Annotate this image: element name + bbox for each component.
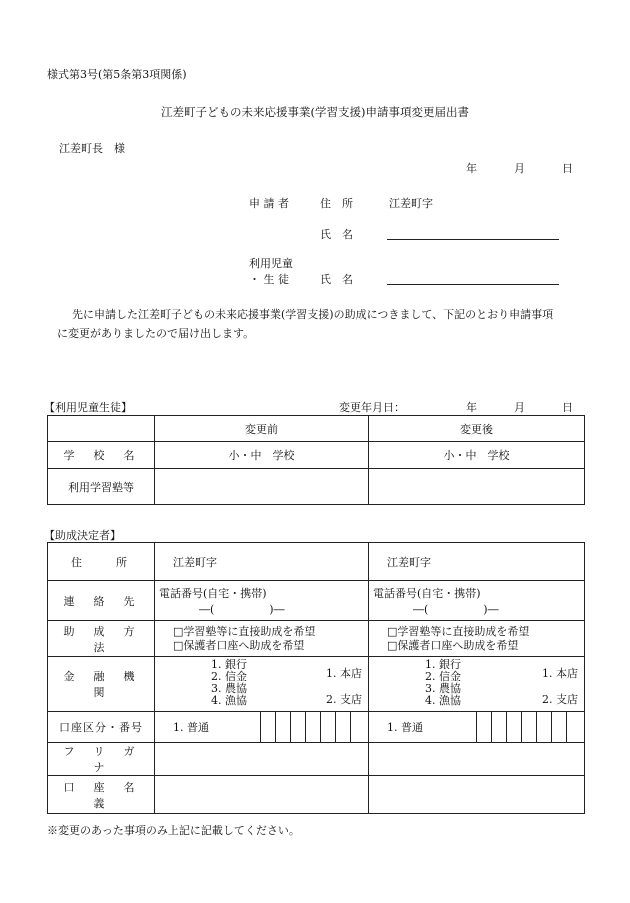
furigana-after-field[interactable] xyxy=(369,743,585,776)
change-date-month: 月 xyxy=(514,401,525,414)
branch-option-1[interactable]: 1. 本店 xyxy=(326,667,362,680)
bank-label: 金 融 機 関 xyxy=(48,657,155,712)
bank-option-3[interactable]: 3. 農協 xyxy=(425,682,461,695)
furigana-label: フ リ ガ ナ xyxy=(48,743,155,776)
body-text-line1: 先に申請した江差町子どもの未来応援事業(学習支援)の助成につきまして、下記のとおり申請事項 xyxy=(72,308,554,321)
col-after-header: 変更後 xyxy=(369,416,585,442)
body-text-line2: に変更がありましたので届け出します。 xyxy=(57,327,255,340)
method-option1-after[interactable]: □学習塾等に直接助成を希望 xyxy=(387,624,530,638)
bank-option-1[interactable]: 1. 銀行 xyxy=(211,658,247,671)
method-after[interactable] xyxy=(369,621,585,657)
cram-before-field[interactable] xyxy=(155,469,369,505)
branch-option-2[interactable]: 2. 支店 xyxy=(326,693,362,706)
child-name-field[interactable] xyxy=(387,284,559,285)
phone-format-before: ―( )― xyxy=(199,602,285,616)
date-day: 日 xyxy=(562,162,573,175)
method-option2-before[interactable]: □保護者口座へ助成を希望 xyxy=(173,638,305,652)
method-label: 助 成 方 法 xyxy=(48,621,155,657)
change-date-label: 変更年月日： xyxy=(339,401,405,414)
address-after[interactable]: 江差町字 xyxy=(369,543,585,581)
cram-label: 利用学習塾等 xyxy=(48,469,155,505)
address-label: 住 所 xyxy=(48,543,155,581)
student-change-table xyxy=(47,415,585,505)
method-before[interactable] xyxy=(155,621,369,657)
account-after[interactable] xyxy=(369,712,585,743)
col-before-header: 変更前 xyxy=(155,416,369,442)
school-after[interactable]: 小・中 学校 xyxy=(369,442,585,469)
phone-label-before: 電話番号(自宅・携帯) xyxy=(159,586,267,600)
contact-after[interactable] xyxy=(369,581,585,621)
date-year: 年 xyxy=(466,162,477,175)
child-name-label: 氏 名 xyxy=(320,273,353,286)
account-number-boxes-after[interactable] xyxy=(476,712,584,742)
branch-option-1[interactable]: 1. 本店 xyxy=(542,667,578,680)
applicant-address-label: 住 所 xyxy=(320,197,353,210)
account-type-after[interactable]: 1. 普通 xyxy=(387,721,423,734)
branch-option-2[interactable]: 2. 支店 xyxy=(542,693,578,706)
section2-heading: 【助成決定者】 xyxy=(44,529,121,542)
bank-option-4[interactable]: 4. 漁協 xyxy=(211,694,247,707)
header-blank-cell xyxy=(48,416,155,442)
account-type-before[interactable]: 1. 普通 xyxy=(173,721,209,734)
change-date-year: 年 xyxy=(466,401,477,414)
applicant-name-label: 氏 名 xyxy=(320,228,353,241)
applicant-label: 申 請 者 xyxy=(249,197,289,210)
school-label: 学 校 名 xyxy=(48,442,155,469)
address-before[interactable]: 江差町字 xyxy=(155,543,369,581)
account-number-boxes-before[interactable] xyxy=(260,712,368,742)
child-label-line1: 利用児童 xyxy=(249,257,293,270)
bank-options-after xyxy=(425,659,461,707)
phone-format-after: ―( )― xyxy=(413,602,499,616)
holder-label: 口 座 名 義 xyxy=(48,776,155,814)
holder-after-field[interactable] xyxy=(369,776,585,814)
account-before[interactable] xyxy=(155,712,369,743)
bank-after[interactable] xyxy=(369,657,585,712)
cram-after-field[interactable] xyxy=(369,469,585,505)
school-before[interactable]: 小・中 学校 xyxy=(155,442,369,469)
holder-before-field[interactable] xyxy=(155,776,369,814)
footnote: ※変更のあった事項のみ上記に記載してください。 xyxy=(47,824,300,837)
section1-heading: 【利用児童生徒】 xyxy=(44,401,132,414)
account-label: 口座区分・番号 xyxy=(48,712,155,743)
document-title: 江差町子どもの未来応援事業(学習支援)申請事項変更届出書 xyxy=(161,105,469,119)
addressee: 江差町長 様 xyxy=(59,142,125,155)
form-number: 様式第3号(第5条第3項関係) xyxy=(47,68,187,81)
bank-option-1[interactable]: 1. 銀行 xyxy=(425,658,461,671)
bank-option-4[interactable]: 4. 漁協 xyxy=(425,694,461,707)
child-label-line2: ・ 生 徒 xyxy=(249,273,289,286)
applicant-name-field[interactable] xyxy=(387,239,559,240)
phone-label-after: 電話番号(自宅・携帯) xyxy=(373,586,481,600)
bank-options-before xyxy=(211,659,247,707)
bank-option-2[interactable]: 2. 信金 xyxy=(425,670,461,683)
applicant-address-value: 江差町字 xyxy=(389,197,433,210)
bank-option-3[interactable]: 3. 農協 xyxy=(211,682,247,695)
grant-recipient-table xyxy=(47,542,585,814)
contact-label: 連 絡 先 xyxy=(48,581,155,621)
method-option2-after[interactable]: □保護者口座へ助成を希望 xyxy=(387,638,519,652)
furigana-before-field[interactable] xyxy=(155,743,369,776)
date-month: 月 xyxy=(514,162,525,175)
change-date-day: 日 xyxy=(562,401,573,414)
method-option1-before[interactable]: □学習塾等に直接助成を希望 xyxy=(173,624,316,638)
bank-before[interactable] xyxy=(155,657,369,712)
contact-before[interactable] xyxy=(155,581,369,621)
bank-option-2[interactable]: 2. 信金 xyxy=(211,670,247,683)
